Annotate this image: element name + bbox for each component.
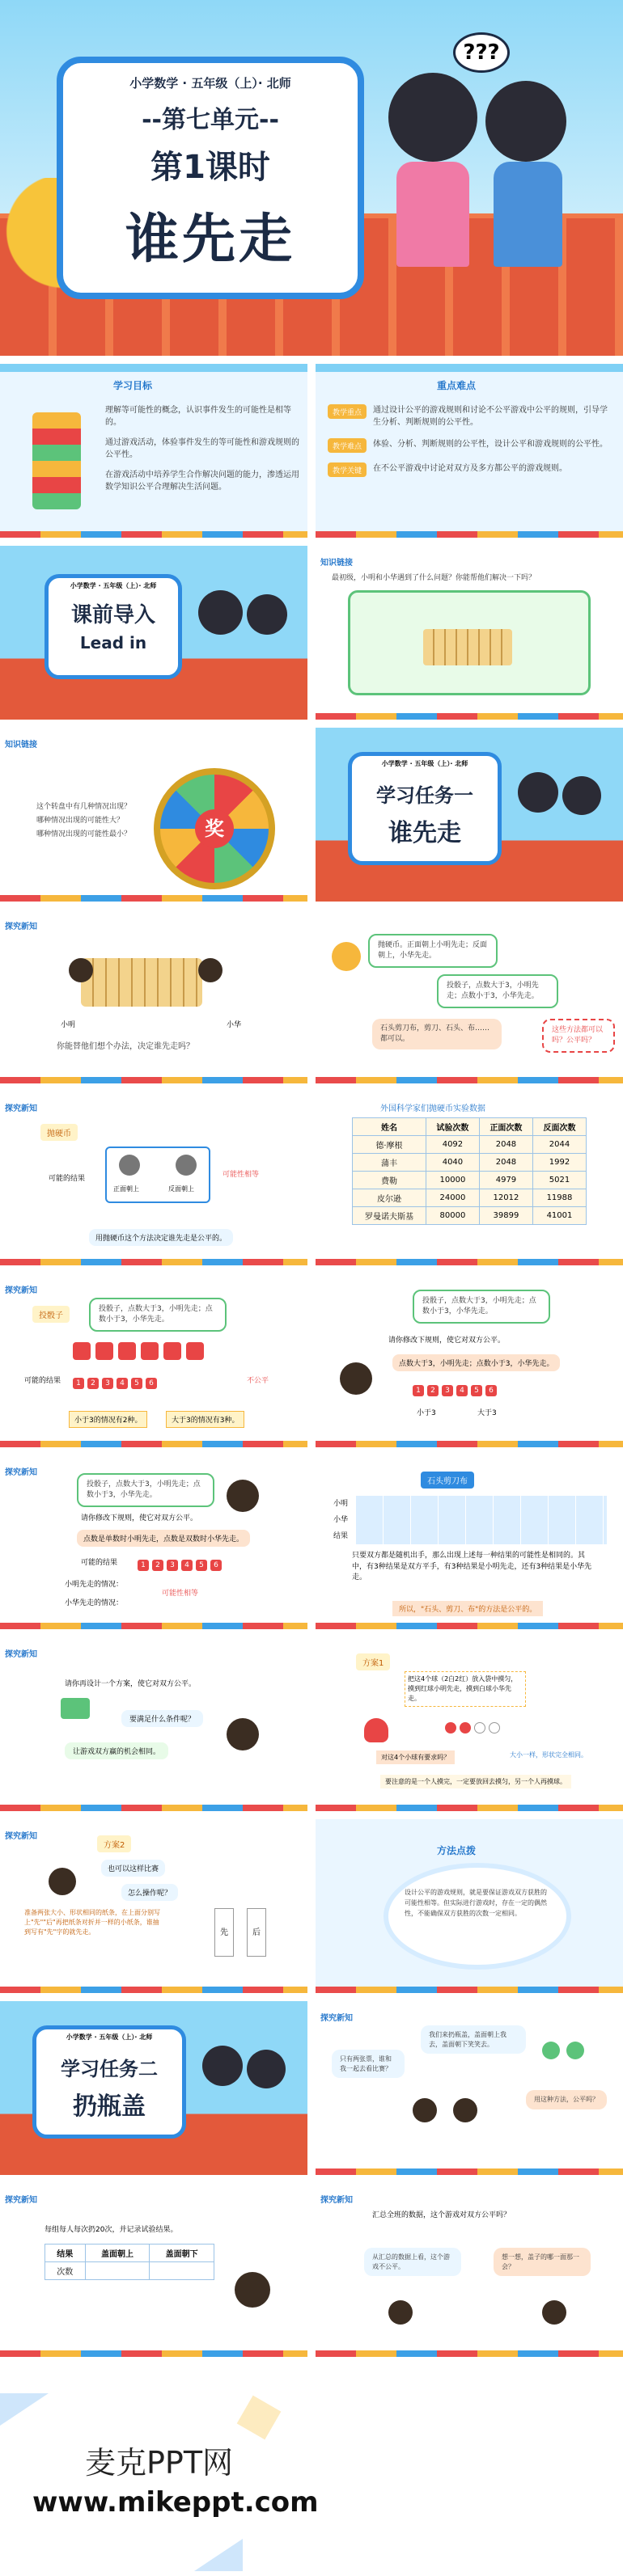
speech-bubble: 我们来扔瓶盖，盖面朝上我去，盖面朝下笑笑去。 [421,2025,526,2054]
task2-slide [0,2001,307,2175]
plan-bubble: 怎么操作呢？ [121,1884,178,1901]
course-label: 小学数学 · 五年级（上）· 北师 [70,582,157,589]
explore1-slide [0,910,307,1083]
rps-note: 所以，"石头、剪刀、布"的方法是公平的。 [392,1601,543,1616]
kid-avatar [49,1868,76,1895]
plan2-slide [0,1819,307,1993]
rps-row-label: 小明 [333,1500,349,1508]
face-number: 3 [102,1378,113,1389]
card-first: 先 [214,1908,234,1957]
table-header: 反面次数 [532,1118,586,1136]
less-label: 小于3 [417,1409,436,1417]
wheel-question: 哪种情况出现的可能性最小？ [36,830,132,838]
task2-frame [32,2025,186,2139]
face-number: 3 [167,1560,178,1571]
task1-frame [348,752,502,865]
bottle-ask: 每组每人每次扔20次，并记录试验结果。 [44,2226,178,2234]
keypoint-tag: 教学重点 [328,404,367,419]
teacher-avatar [235,2272,270,2308]
girl-illustration [202,2046,243,2086]
kid-name: 小华 [227,1021,242,1029]
review-slide [316,546,623,720]
speech-bubble: 只有两张票，谁和我一起去看比赛？ [332,2050,405,2078]
design-bubble: 要满足什么条件呢？ [121,1710,203,1727]
keypoint-text: 通过设计公平的游戏规则和讨论不公平游戏中公平的规则，引导学生分析、判断规则的公平性。 [373,406,608,427]
design-bubble: 让游戏双方赢的机会相同。 [65,1742,168,1759]
history-table [352,1117,587,1225]
girl-illustration [198,590,243,635]
rule-bubble: 点数大于3，小明先走；点数小于3，小华先走。 [392,1354,560,1371]
balls-icon [445,1722,500,1734]
kid-avatar [388,2300,413,2325]
boy-illustration [247,594,287,635]
lesson-label: 第1课时 [150,149,270,186]
deco-triangle [194,2539,243,2571]
result-label: 可能的结果 [81,1559,118,1567]
bottle1-slide [316,2001,623,2175]
die-icon [95,1342,113,1360]
case-label: 小华先走的情况： [65,1599,124,1607]
board-illustration [81,958,202,1007]
plan-tag: 方案1 [356,1653,390,1670]
course-label: 小学数学 · 五年级（上）· 北师 [66,2033,153,2041]
face-number: 4 [181,1560,193,1571]
kid-avatar [413,2098,437,2122]
face-number: 5 [131,1378,142,1389]
speech-bubble: 抛硬币。正面朝上小明先走；反面朝上，小华先走。 [368,934,498,968]
result-count: 大于3的情况有3种。 [166,1411,244,1428]
plan-tag: 方案2 [97,1835,131,1852]
keypoint-text: 在不公平游戏中讨论对双方及多方都公平的游戏规则。 [373,464,568,473]
explore-header: 探究新知 [5,1286,37,1295]
summary-slide [316,1819,623,1993]
bottle2-slide [0,2183,307,2357]
tally-table [44,2244,214,2280]
coin-heads [119,1155,140,1176]
kid-name: 小明 [61,1021,76,1029]
history-slide [316,1092,623,1265]
plan-note: 要注意的是一个人摸完，一定要放回去摸匀，另一个人再摸球。 [380,1775,571,1788]
table-header: 盖面朝下 [150,2244,214,2262]
greater-label: 大于3 [477,1409,497,1417]
lead-in-slide [0,546,307,720]
face-number: 1 [73,1378,84,1389]
table-row: 费勒 10000 4979 5021 [353,1172,587,1189]
face-number: 2 [87,1378,99,1389]
plan-bubble: 也可以这样比赛 [101,1860,165,1877]
section-title: 课前导入 [70,603,155,627]
face-number: 2 [152,1560,163,1571]
case-label: 小明先走的情况： [65,1581,124,1589]
plan-text: 准备两张大小、形状相同的纸条，在上面分别写上"先""后"再把纸条对折并一样的小纸条，谁抽到写有"先"字的就先走。 [24,1909,160,1936]
explore-header: 探究新知 [5,2196,37,2205]
coin-note: 用抛硬币这个方法决定谁先走是公平的。 [89,1229,233,1246]
table-header: 姓名 [353,1118,426,1136]
result-count: 小于3的情况有2种。 [69,1411,147,1428]
dice2-slide [316,1273,623,1447]
design-line: 请你再设计一个方案，使它对双方公平。 [65,1680,197,1688]
kid-avatar [340,1362,372,1395]
speech-bubble: 投骰子，点数大于3，小明先走；点数小于3，小华先走。 [413,1290,550,1324]
unit-label: --第七单元-- [142,106,279,134]
design-slide [0,1637,307,1811]
course-label: 小学数学 · 五年级（上）· 北师 [129,76,291,91]
cover-title: 谁先走 [125,208,295,270]
kid-avatar [227,1718,259,1750]
dice3-slide [0,1455,307,1629]
keypoints-header: 重点难点 [437,380,477,391]
explore-header: 探究新知 [5,923,37,931]
method-tag: 抛硬币 [40,1124,78,1141]
bag-illustration [364,1718,388,1742]
kid-avatar [227,1480,259,1512]
table-row: 罗曼诺夫斯基 80000 39899 41001 [353,1207,587,1225]
kid-avatar [69,958,93,982]
boy-illustration [562,776,601,815]
book-illustration [61,1698,90,1719]
lead-in-frame [44,574,182,679]
explore2-slide [316,910,623,1083]
coin-slide [0,1092,307,1265]
goal-item: 在游戏活动中培养学生合作解决问题的能力，渗透运用数学知识公平合理解决生活问题。 [105,471,299,492]
question-mark-bubble: ??? [453,32,510,73]
table-row: 蒲丰 4040 2048 1992 [353,1154,587,1172]
face-number: 5 [196,1560,207,1571]
history-title: 外国科学家们抛硬币实验数据 [380,1104,485,1113]
goal-item: 理解等可能性的概念，认识事件发生的可能性是相等的。 [105,406,291,427]
plan1-slide [316,1637,623,1811]
keypoint-tag: 教学关键 [328,462,367,477]
face-number: 2 [427,1385,439,1396]
possibility-label: 可能性相等 [162,1590,199,1598]
speech-bubble: 投骰子，点数大于3，小明先走；点数小于3，小华先走。 [89,1298,227,1332]
rps-row-label: 小华 [333,1516,349,1524]
die-icon [163,1342,181,1360]
deco-square [237,2396,282,2440]
review-header: 知识链接 [320,559,353,568]
table-header: 结果 [45,2244,86,2262]
girl-dress [396,162,469,267]
game-board [423,629,512,665]
coin-tails [176,1155,197,1176]
table-header: 正面次数 [479,1118,532,1136]
kid-avatar [542,2300,566,2325]
footer [0,2393,623,2576]
girl-illustration [518,772,558,813]
board-scene [348,590,591,695]
goals-header: 学习目标 [113,380,153,391]
coin-side-label: 正面朝上 [113,1185,139,1193]
die-icon [118,1342,136,1360]
plan-answer: 大小一样，形状完全相同。 [510,1751,587,1759]
bottle3-slide [316,2183,623,2357]
face-number: 4 [456,1385,468,1396]
cover-slide [0,0,623,356]
die-icon [73,1342,91,1360]
table-row: 皮尔逊 24000 12012 11988 [353,1189,587,1207]
dice1-slide [0,1273,307,1447]
speech-bubble: 投骰子，点数大于3，小明先走；点数小于3，小华先走。 [77,1473,214,1507]
explore-header: 探究新知 [5,1468,37,1477]
possibility-label: 可能性相等 [222,1171,260,1179]
summary-text: 设计公平的游戏规则，就是要保证游戏双方获胜的可能性相等。但实际进行游戏时，存在一定的偶然性，不能确保双方获胜的次数一定相同。 [405,1889,547,1917]
result-label: 可能的结果 [49,1175,86,1183]
explore-header: 探究新知 [320,2014,353,2023]
keypoint-tag: 教学难点 [328,438,367,453]
table-row: 次数 [45,2262,214,2280]
kid-avatar [453,2098,477,2122]
face-number: 1 [138,1560,149,1571]
section-title: 学习任务二 [61,2058,158,2080]
explore-header: 探究新知 [320,2196,353,2205]
face-number: 6 [146,1378,157,1389]
coin-side-label: 反面朝上 [168,1185,194,1193]
girl-illustration [388,73,477,162]
result-label: 可能的结果 [24,1377,61,1385]
rps-grid [356,1496,607,1544]
wheel-header: 知识链接 [5,741,37,750]
explore-header: 探究新知 [5,1650,37,1659]
boy-illustration [247,2050,286,2088]
speech-bubble: 投骰子，点数大于3，小明先走；点数小于3，小华先走。 [437,974,558,1008]
table-header: 盖面朝上 [85,2244,150,2262]
goals-slide [0,364,307,538]
ask-text: 请你修改下规则，使它对双方公平。 [81,1514,198,1522]
deco-triangle [0,2393,49,2426]
goal-item: 通过游戏活动，体验事件发生的等可能性和游戏规则的公平性。 [105,438,299,459]
review-question: 最初级，小明和小华遇到了什么问题？你能帮他们解决一下吗？ [332,574,536,582]
face-number: 4 [117,1378,128,1389]
section-subtitle: 谁先走 [388,819,461,847]
face-number: 1 [413,1385,424,1396]
face-number: 5 [471,1385,482,1396]
explore-question: 你能替他们想个办法，决定谁先走吗？ [57,1042,194,1051]
speech-bubble: 石头剪刀布，剪刀、石头、布……都可以。 [372,1019,502,1049]
kid-avatar [332,942,361,971]
brand-url[interactable]: www.mikeppt.com [32,2486,319,2519]
prize-wheel [154,768,275,889]
dice-row [73,1342,204,1360]
wheel-slide [0,728,307,902]
wheel-question: 哪种情况出现的可能性大？ [36,817,125,825]
reply-bubble: 这些方法都可以吗？公平吗？ [542,1019,615,1053]
card-second: 后 [247,1908,266,1957]
method-tag: 石头剪刀布 [421,1472,474,1489]
task1-slide [316,728,623,902]
plan-text: 把这4个球（2白2红）放入袋中摸匀，摸到红球小明先走，摸到白球小华先走。 [405,1671,526,1707]
bottle-ask: 汇总全班的数据，这个游戏对双方公平吗？ [372,2211,511,2219]
keypoints-slide [316,364,623,538]
keypoint-text: 体验、分析、判断规则的公平性，设计公平和游戏规则的公平性。 [373,440,608,449]
table-row: 德·摩根 4092 2048 2044 [353,1136,587,1154]
ask-text: 请你修改下规则，使它对双方公平。 [388,1337,506,1345]
not-fair-label: 不公平 [247,1377,269,1385]
boy-illustration [485,81,566,162]
section-subtitle: 扔瓶盖 [73,2092,146,2121]
boy-shirt [494,162,562,267]
brand-name: 麦克PPT网 [85,2445,234,2481]
rps-slide [316,1455,623,1629]
section-subtitle: Lead in [79,633,147,652]
rps-row-label: 结果 [333,1532,349,1540]
wheel-question: 这个转盘中有几种情况出现？ [36,803,132,811]
kid-avatar [198,958,222,982]
face-number: 3 [442,1385,453,1396]
rps-text: 只要双方都是随机出手，那么出现上述每一种结果的可能性是相同的。其中，有3种结果是双方平手，有3种结果是小明先走，还有3种结果是小华先走。 [352,1552,592,1581]
explore-header: 探究新知 [5,1832,37,1841]
plan-ask: 对这4个小球有要求吗？ [376,1750,455,1764]
face-number: 6 [210,1560,222,1571]
table-header: 试验次数 [426,1118,479,1136]
speech-bubble: 从汇总的数据上看，这个游戏不公平。 [364,2248,461,2276]
speech-bubble: 用这种方法，公平吗？ [526,2090,607,2109]
face-number: 6 [485,1385,497,1396]
wheel-center: 奖 [195,809,234,848]
method-tag: 投骰子 [32,1306,70,1323]
blocks-illustration [32,412,81,509]
explore-header: 探究新知 [5,1104,37,1113]
summary-header: 方法点拨 [437,1845,477,1856]
cover-title-frame [57,57,364,299]
die-icon [186,1342,204,1360]
course-label: 小学数学 · 五年级（上）· 北师 [381,760,468,767]
coin-box [105,1147,210,1203]
section-title: 学习任务一 [376,784,473,807]
rule-bubble: 点数是单数时小明先走，点数是双数时小华先走。 [77,1530,250,1547]
bottle-caps-icon [542,2042,584,2059]
die-icon [141,1342,159,1360]
speech-bubble: 想一想，盖子的哪一面那一会？ [494,2248,591,2276]
